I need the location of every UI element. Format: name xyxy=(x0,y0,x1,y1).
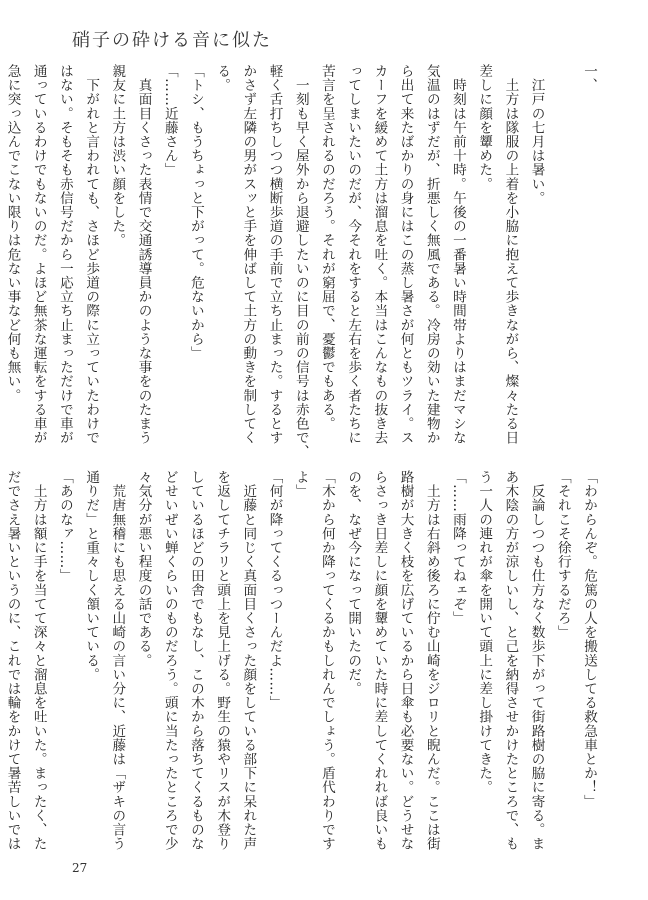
text-line: 路樹が大きく枝を広げているから日傘も必要ない。どうせな xyxy=(397,470,414,851)
text-line: 江戸の七月は暑い。 xyxy=(528,64,545,205)
text-line: 軽く舌打ちしつつ横断歩道の手前で立ち止まった。するとす xyxy=(266,64,283,445)
book-title: 硝子の砕ける音に似た xyxy=(72,30,272,51)
text-line: 「わからんぞ。危篤の人を搬送してる救急車とか！」 xyxy=(581,470,597,809)
text-line: はない。そもそも赤信号だから一応立ち止まっただけで車が xyxy=(56,64,73,445)
text-line: 急に突っ込んでこない限りは危ない事など何も無い。 xyxy=(4,64,21,403)
text-line: 一、 xyxy=(581,64,597,93)
upper-text-block xyxy=(4,64,602,459)
text-line: 気温のはずだが、折悪しく無風である。冷房の効いた建物か xyxy=(423,64,440,445)
text-line: を返してチラリと頭上を見上げる。野生の猿やリスが木登り xyxy=(214,470,231,851)
text-line: 近藤と同じく真面目くさった顔をしている部下に呆れた声 xyxy=(240,470,257,851)
text-line: る。 xyxy=(214,64,231,93)
text-line: 「何が降ってくるっつーんだよ……」 xyxy=(266,470,283,710)
page-number: 27 xyxy=(72,861,88,875)
text-line xyxy=(550,64,576,414)
text-line: カーフを緩めて土方は溜息を吐く。本当はこんなもの抜き去 xyxy=(371,64,388,445)
text-line: 「……雨降ってねェぞ」 xyxy=(449,470,466,626)
text-line: かさず左隣の男がスッと手を伸ばして土方の動きを制してく xyxy=(240,64,257,445)
text-line: 通りだ」と重々しく頷いている。 xyxy=(83,470,100,682)
text-line: ら出て来たばかりの身にはこの蒸し暑さが何ともツライ。ス xyxy=(397,64,414,445)
text-line: 通っているわけでもないのだ。よほど無茶な運転をする車が xyxy=(30,64,47,445)
text-line: あ木陰の方が涼しいし、と己を納得させかけたところで、も xyxy=(502,470,519,851)
text-line: 「……近藤さん」 xyxy=(161,64,178,177)
text-line: 苦言を呈されるのだろう。それが窮屈で、憂鬱でもある。 xyxy=(318,64,335,431)
text-line: 反論しつつも仕方なく数歩下がって街路樹の脇に寄る。ま xyxy=(528,470,545,851)
text-line: よ」 xyxy=(292,470,309,499)
text-line: 「あのなァ……」 xyxy=(56,470,73,583)
text-line: らさっき日差しに顔を顰めていた時に差してくれれば良いも xyxy=(371,470,388,851)
text-line: 真面目くさった表情で交通誘導員かのような事をのたまう xyxy=(135,64,152,445)
text-line: ってしまいたいのだが、今それをすると左右を歩く者たちに xyxy=(345,64,362,445)
text-line: のを、なぜ今になって開いたのだ。 xyxy=(345,470,362,696)
text-line: 土方は右斜め後ろに佇む山崎をジロリと睨んだ。ここは街 xyxy=(423,470,440,851)
text-line: う一人の連れが傘を開いて頭上に差し掛けてきた。 xyxy=(476,470,493,795)
text-line: 下がれと言われても、さほど歩道の際に立っていたわけで xyxy=(83,64,100,445)
text-line: 土方は額に手を当てて深々と溜息を吐いた。まったく、た xyxy=(30,470,47,851)
text-line: どせいぜい蝉くらいのものだろう。頭に当たったところで少 xyxy=(161,470,178,851)
text-line: 荒唐無稽にも思える山崎の言い分に、近藤は「ザキの言う xyxy=(109,470,126,851)
text-line: だでさえ暑いというのに、これでは輪をかけて暑苦しいでは xyxy=(4,470,21,851)
text-line: 差しに顔を顰めた。 xyxy=(476,64,493,191)
text-line: 一刻も早く屋外から退避したいのに目の前の信号は赤色で、 xyxy=(292,64,309,459)
text-line: 「木から何か降ってくるかもしれんでしょう。盾代わりです xyxy=(318,470,335,851)
lower-text-block xyxy=(4,470,602,851)
text-line: 土方は隊服の上着を小脇に抱えて歩きながら、燦々たる日 xyxy=(502,64,519,445)
text-line: しているほどの田舎でもなし、この木から落ちてくるものな xyxy=(187,470,204,851)
text-line: 時刻は午前十時。午後の一番暑い時間帯よりはまだマシな xyxy=(449,64,466,445)
text-line: 親友に土方は渋い顔をした。 xyxy=(109,64,126,248)
text-line: 「それこそ徐行するだろ」 xyxy=(554,470,571,640)
text-line: 「トシ、もうちょっと下がって。危ないから」 xyxy=(187,64,204,361)
text-line: 々気分が悪い程度の話である。 xyxy=(135,470,152,668)
